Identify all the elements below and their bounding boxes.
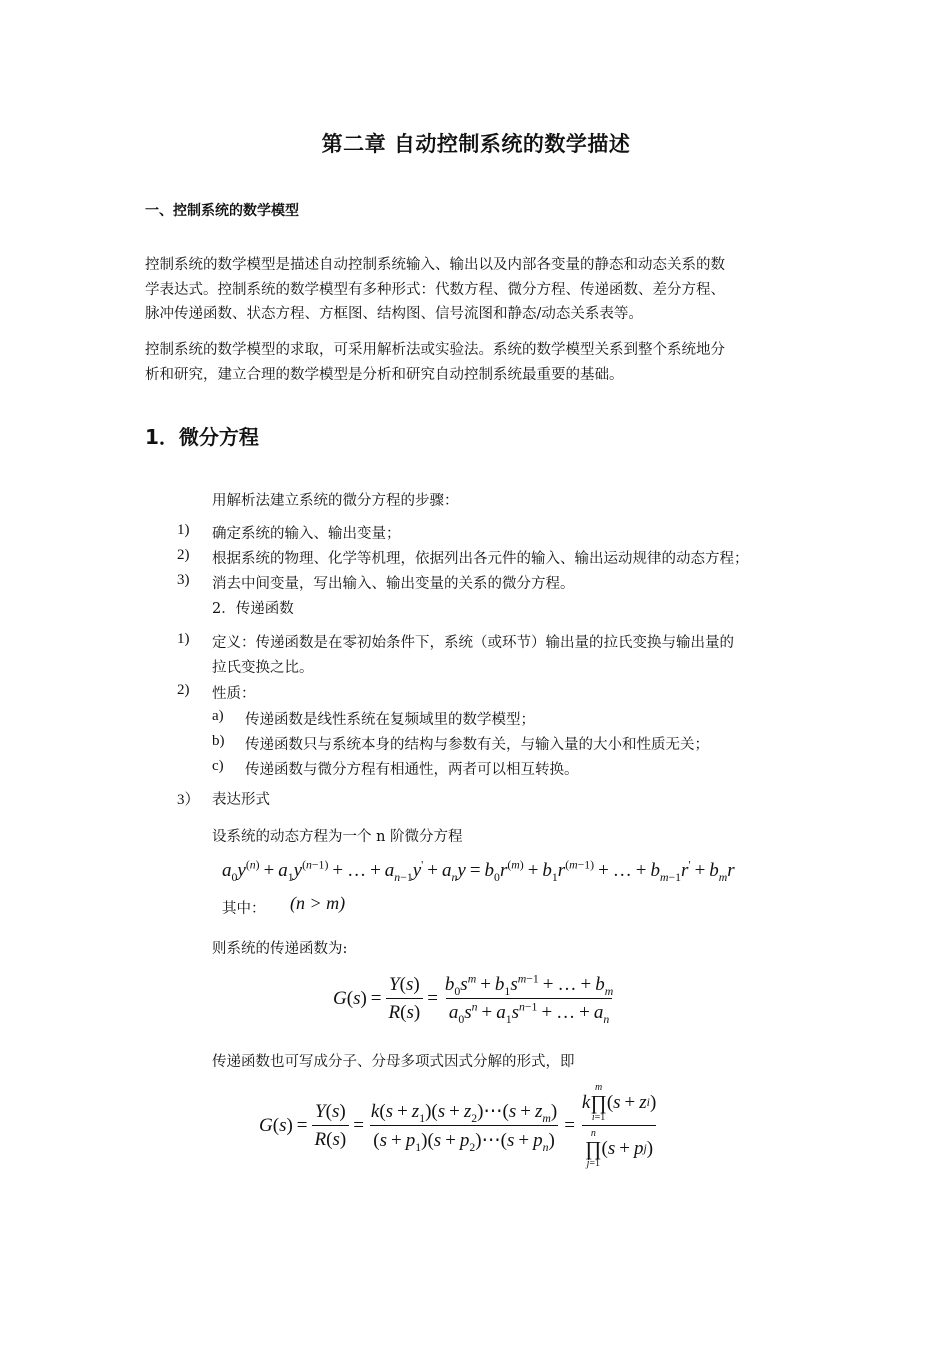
list-number: 3） bbox=[177, 792, 200, 808]
form-label: 表达形式 bbox=[212, 792, 270, 808]
transfer-function-intro: 则系统的传递函数为: bbox=[212, 941, 348, 957]
definition-line: 定义：传递函数是在零初始条件下，系统（或环节）输出量的拉氏变换与输出量的 bbox=[212, 635, 734, 651]
ratio-fraction: $\frac{Y(s)}{R(s)}$ bbox=[312, 1101, 350, 1151]
list-number: 1) bbox=[177, 522, 190, 538]
product-fraction: k m ∏ i=1 ( s + z i ) n ∏ j=1 ( s + p j ) bbox=[581, 1082, 657, 1169]
list-item: 根据系统的物理、化学等机理，依据列出各元件的输入、输出运动规律的动态方程； bbox=[212, 551, 749, 567]
chapter-heading-differential-equation: 1．微分方程 bbox=[145, 425, 259, 449]
paragraph-line: 控制系统的数学模型的求取，可采用解析法或实验法。系统的数学模型关系到整个系统地分 bbox=[145, 342, 725, 358]
list-number: 2) bbox=[177, 682, 190, 698]
sublist-item: 传递函数是线性系统在复频域里的数学模型； bbox=[245, 712, 535, 728]
list-number: 1) bbox=[177, 631, 190, 647]
steps-intro: 用解析法建立系统的微分方程的步骤： bbox=[212, 493, 459, 509]
polynomial-fraction: $\frac{b_0s^m + b_1s^{m-1} + \dots + b_m}{a_0s^n + a_1s^{n-1} + \dots + a_n}$ bbox=[444, 972, 614, 1026]
list-item: 消去中间变量，写出输入、输出变量的关系的微分方程。 bbox=[212, 576, 575, 592]
section-heading: 一、控制系统的数学模型 bbox=[145, 203, 299, 219]
product-symbol: m ∏ i=1 bbox=[590, 1082, 607, 1123]
list-number: 3) bbox=[177, 572, 190, 588]
factored-fraction: $\frac{k(s + z_1)(s + z_2)\cdots(s + z_m)}{(s + p_1)(s + p_2)\cdots(s + p_n)}$ bbox=[370, 1101, 558, 1154]
list-number: 2) bbox=[177, 547, 190, 563]
transfer-function-equation: G(s) = $\frac{Y(s)}{R(s)}$ = $\frac{b_0s^m + b_1s^{m-1} + \dots + b_m}{a_0s^n + a_1s^{n-1} + \dots + a_n}$ bbox=[333, 974, 616, 1024]
page-title: 第二章 自动控制系统的数学描述 bbox=[321, 132, 631, 156]
list-item: 确定系统的输入、输出变量； bbox=[212, 526, 401, 542]
sublist-letter: b) bbox=[212, 733, 225, 749]
chapter-heading-transfer-function: 2．传递函数 bbox=[212, 601, 294, 617]
properties-label: 性质： bbox=[212, 686, 256, 702]
paragraph-line: 析和研究，建立合理的数学模型是分析和研究自动控制系统最重要的基础。 bbox=[145, 366, 624, 383]
intro-paragraph bbox=[145, 253, 725, 327]
order-condition: (n > m) bbox=[290, 893, 346, 913]
paragraph-line: 学表达式。控制系统的数学模型有多种形式：代数方程、微分方程、传递函数、差分方程、 bbox=[145, 281, 725, 298]
ratio-fraction: $\frac{Y(s)}{R(s)}$ bbox=[386, 974, 424, 1024]
differential-equation: $a_0y^{(n)} + a_1y^{(n-1)}$ + … + $a_{n-1}y' + a_ny = b_0r^{(m)} + b_1r^{(m-1)}$ + … + $b_{m-1}r' + b_mr$ bbox=[222, 858, 735, 884]
factor-form-intro: 传递函数也可写成分子、分母多项式因式分解的形式，即 bbox=[212, 1054, 575, 1070]
where-label: 其中： bbox=[222, 901, 266, 917]
paragraph-line: 脉冲传递函数、状态方程、方框图、结构图、信号流图和静态/动态关系表等。 bbox=[145, 306, 643, 322]
product-symbol: n ∏ j=1 bbox=[585, 1128, 602, 1169]
sublist-letter: a) bbox=[212, 708, 224, 724]
sublist-item: 传递函数只与系统本身的结构与参数有关，与输入量的大小和性质无关； bbox=[245, 737, 709, 753]
method-paragraph bbox=[145, 338, 725, 387]
sublist-letter: c) bbox=[212, 758, 224, 774]
factored-transfer-function: G(s) = $\frac{Y(s)}{R(s)}$ = $\frac{k(s + z_1)(s + z_2)\cdots(s + z_m)}{(s + p_1)(s + p_2)\cdots(s + p_n)}$ = k m ∏ i=1 ( s + z i ) n ∏ j=1 ( s + p j ) bbox=[259, 1083, 659, 1169]
paragraph-line: 控制系统的数学模型是描述自动控制系统输入、输出以及内部各变量的静态和动态关系的数 bbox=[145, 257, 725, 273]
equation-intro: 设系统的动态方程为一个 n 阶微分方程 bbox=[212, 829, 463, 845]
definition-line: 拉氏变换之比。 bbox=[212, 660, 314, 676]
sublist-item: 传递函数与微分方程有相通性，两者可以相互转换。 bbox=[245, 762, 579, 778]
